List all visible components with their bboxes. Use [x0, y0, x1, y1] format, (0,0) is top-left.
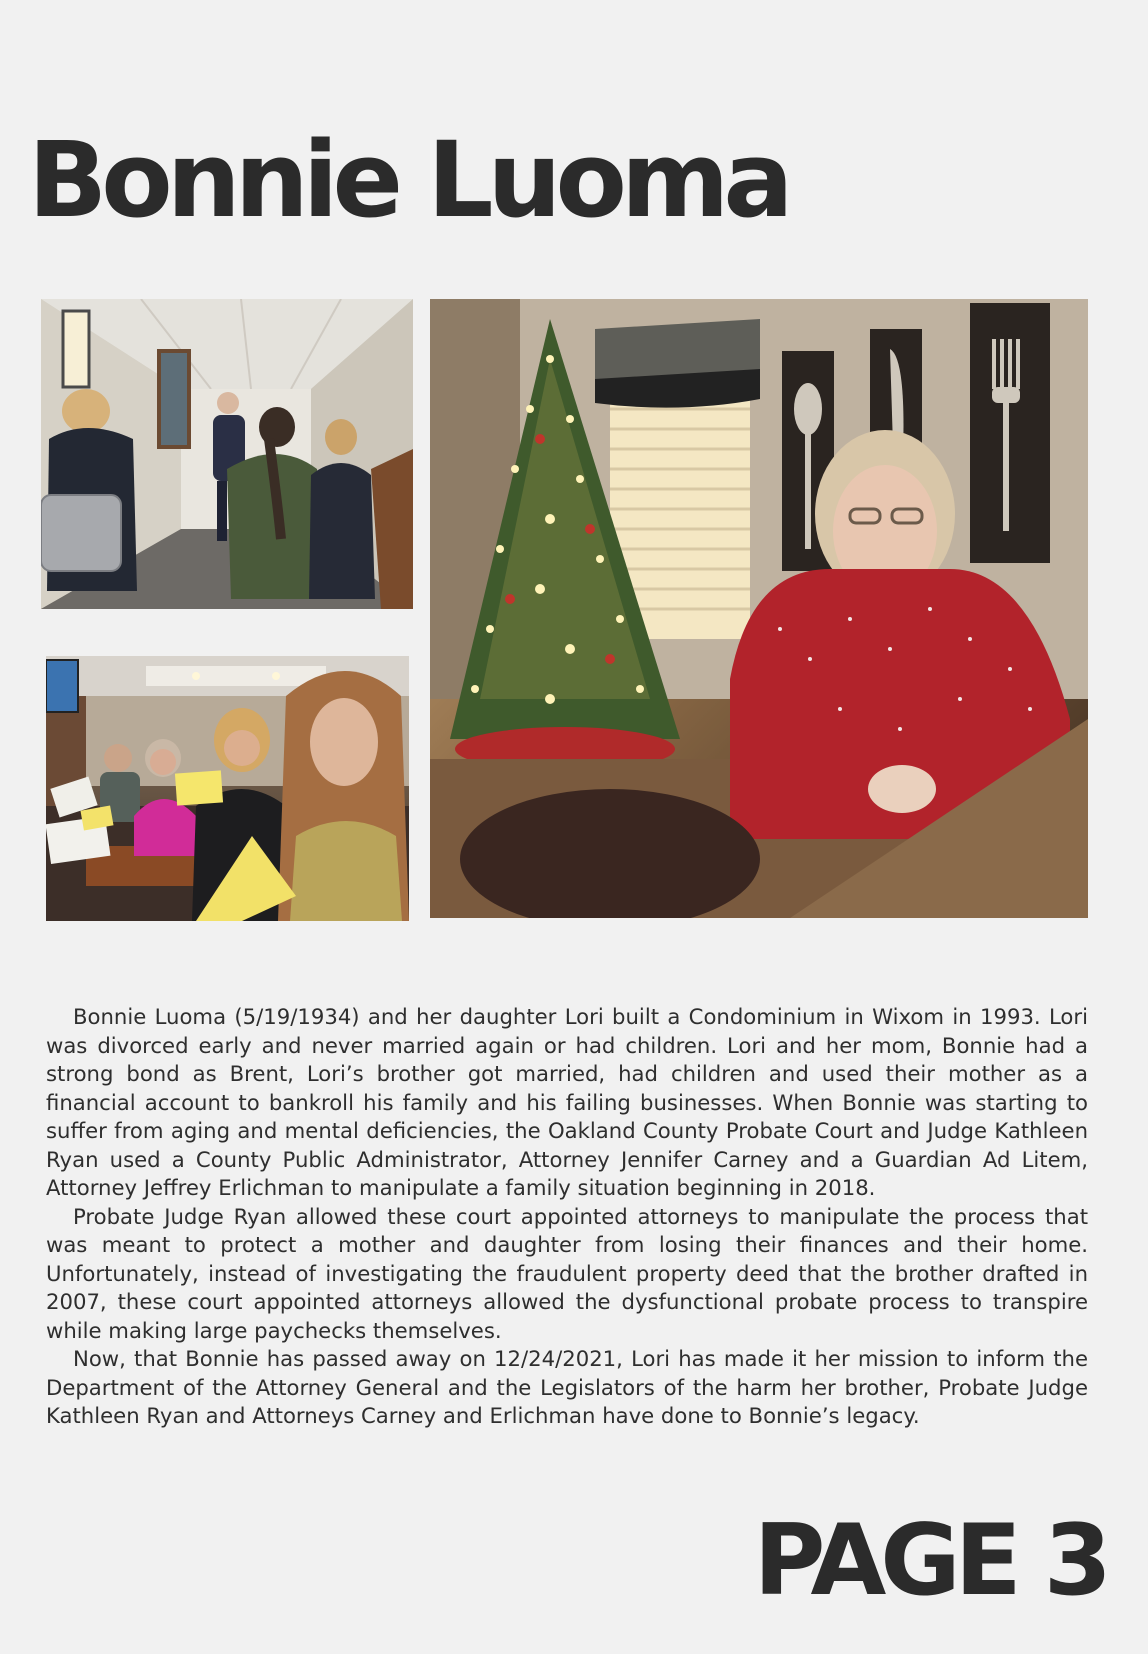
- paragraph-3: Now, that Bonnie has passed away on 12/24/2021, Lori has made it her mission to inform the Department of the Attorney General and the Legislators of the harm her brother, Probate Judge Kathleen Ryan and Attorneys Carney and Erlichman have done to Bonnie’s legacy.: [46, 1346, 1088, 1428]
- hallway-illustration: [41, 299, 413, 609]
- page-title: Bonnie Luoma: [28, 119, 788, 241]
- christmas-illustration: [430, 299, 1088, 918]
- paragraph-2: Probate Judge Ryan allowed these court appointed attorneys to manipulate the process that was meant to protect a mother and daughter from losing their finances and their home. Unfortunately, instead of investigating the fraudulent property deed that the brother drafted in 2007, these court appointed attorneys allowed the dysfunctional probate process to transpire while making large paychecks themselves.: [46, 1203, 1088, 1343]
- hallway-photo: [41, 299, 413, 609]
- page-number: PAGE 3: [753, 1504, 1106, 1618]
- paragraph-1: Bonnie Luoma (5/19/1934) and her daughter Lori built a Condominium in Wixom in 1993. Lori was divorced early and never married again or had children. Lori and her mom, Bonnie had a strong bond as Brent, Lori’s brother got married, had children and used their mother as a financial account to bankroll his family and his failing businesses. When Bonnie was starting to suffer from aging and mental deficiencies, the Oakland County Probate Court and Judge Kathleen Ryan used a County Public Administrator, Attorney Jennifer Carney and a Guardian Ad Litem, Attorney Jeffrey Erlichman to manipulate a family situation beginning in 2018.: [46, 1004, 1088, 1200]
- article-body: [46, 1003, 1088, 1431]
- christmas-photo: [430, 299, 1088, 918]
- courtroom-illustration: [46, 656, 409, 921]
- courtroom-photo: [46, 656, 409, 921]
